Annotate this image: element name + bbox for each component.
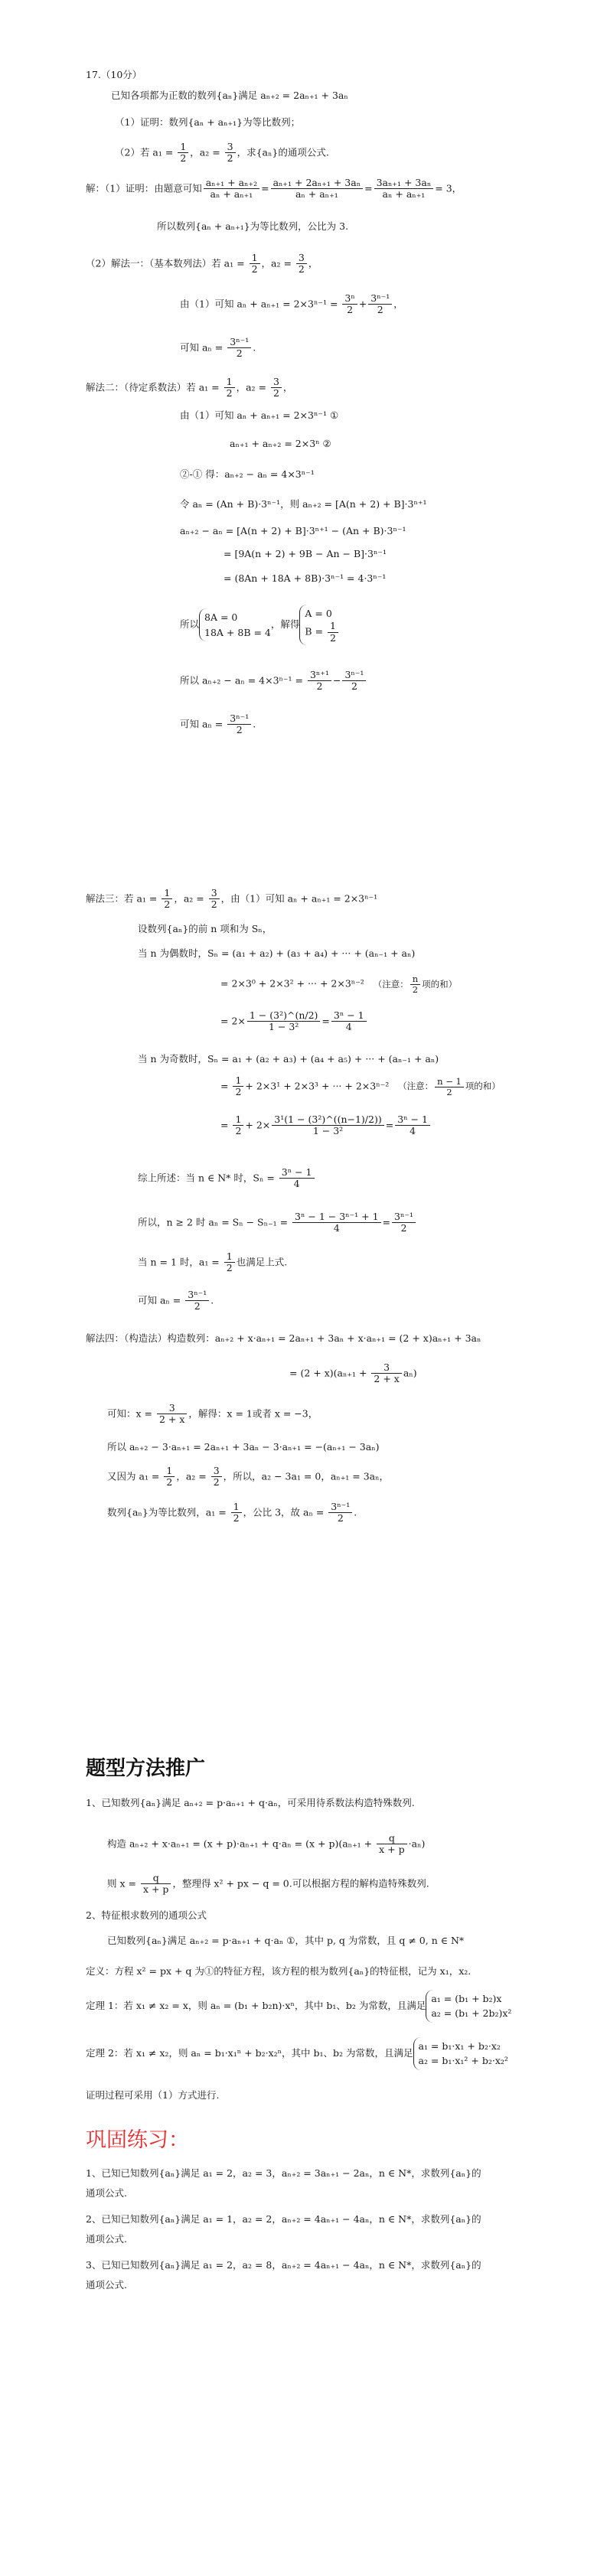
method3-sum: 综上所述：当 n ∈ N* 时，Sₙ = $\frac{\text{3ⁿ − 1}}{4}$	[138, 1167, 316, 1190]
method4-line3: 可知：x = $\frac{3}{2 + x}$ ，解得：x = 1或者 x = −3，	[107, 1402, 318, 1426]
gen-then: 则 x = $\frac{q}{x + p}$ ，整理得 x² + px − q = 0.可以根据方程的解构造特殊数列.	[107, 1872, 429, 1896]
method3-n1: 当 n = 1 时，a₁ = $\frac{1}{2}$ 也满足上式.	[138, 1251, 288, 1274]
practice-item1: 1、已知已知数列{aₙ}满足 a₁ = 2，a₂ = 3，aₙ₊₂ = 3aₙ₊₁ − 2aₙ，n ∈ N*，求数列{aₙ}的	[86, 2167, 481, 2179]
practice-item1-cont: 通项公式.	[86, 2187, 127, 2199]
fraction: $\frac{1}{2}$	[178, 142, 188, 165]
method2-eq1: 由（1）可知 aₙ + aₙ₊₁ = 2×3ⁿ⁻¹ ①	[180, 409, 339, 421]
gen-construct: 构造 aₙ₊₂ + x·aₙ₊₁ = (x + p)·aₙ₊₁ + q·aₙ = (x + p)(aₙ₊₁ + $\frac{q}{x + p}$ ·aₙ)	[107, 1832, 426, 1856]
method3-even2: = 2×3⁰ + 2×3² + ··· + 2×3ⁿ⁻² （注意： $\frac{n}{2}$ 项的和）	[220, 973, 458, 996]
method1-title: （2）解法一：（基本数列法）若 a₁ = $\frac{1}{2}$ ，a₂ = $\frac{3}{2}$ ，	[86, 252, 318, 276]
gen-item2-a: 已知数列{aₙ}满足 aₙ₊₂ = p·aₙ₊₁ + q·aₙ ①，其中 p, q 为常数，且 q ≠ 0, n ∈ N*	[107, 1935, 465, 1946]
gen-theorem1: 定理 1：若 x₁ ≠ x₂ = x，则 aₙ = (b₁ + b₂n)·xⁿ，其中 b₁、b₂ 为常数，且满足 a₁ = (b₁ + b₂)x a₂ = (b₁ + 2b₂)x²	[86, 1990, 511, 2023]
problem-part1: （1）证明：数列{aₙ + aₙ₊₁}为等比数列；	[115, 116, 301, 128]
practice-item2-cont: 通项公式.	[86, 2233, 127, 2245]
method4-line6: 数列{aₙ}为等比数列，a₁ = $\frac{1}{2}$ ，公比 3，故 aₙ = $\frac{\text{3ⁿ⁻¹}}{2}$ .	[107, 1501, 357, 1524]
problem-stem: 已知各项都为正数的数列{aₙ}满足 aₙ₊₂ = 2aₙ₊₁ + 3aₙ	[111, 90, 348, 101]
method2-diff3: = (8An + 18A + 8B)·3ⁿ⁻¹ = 4·3ⁿ⁻¹	[224, 572, 387, 584]
method4-line1: 解法四：（构造法）构造数列：aₙ₊₂ + x·aₙ₊₁ = 2aₙ₊₁ + 3aₙ + x·aₙ₊₁ = (2 + x)aₙ₊₁ + 3aₙ	[86, 1332, 481, 1344]
method2-title: 解法二：（待定系数法）若 a₁ = $\frac{1}{2}$ ，a₂ = $\frac{3}{2}$ ，	[86, 376, 293, 399]
method4-line5: 又因为 a₁ = $\frac{1}{2}$ ，a₂ = $\frac{3}{2}$ ，所以，a₂ − 3a₁ = 0，aₙ₊₁ = 3aₙ，	[107, 1465, 390, 1489]
practice-heading: 巩固练习：	[86, 2128, 189, 2152]
method2-diff1: aₙ₊₂ − aₙ = [A(n + 2) + B]·3ⁿ⁺¹ − (An + B)·3ⁿ⁻¹	[180, 525, 406, 536]
method3-even: 当 n 为偶数时，Sₙ = (a₁ + a₂) + (a₃ + a₄) + ··· + (aₙ₋₁ + aₙ)	[138, 947, 416, 959]
method4-line4: 所以 aₙ₊₂ − 3·aₙ₊₁ = 2aₙ₊₁ + 3aₙ − 3·aₙ₊₁ = −(aₙ₊₁ − 3aₙ)	[107, 1441, 380, 1453]
method3-odd2: = $\frac{1}{2}$ + 2×3¹ + 2×3³ + ··· + 2×3ⁿ⁻² （注意： $\frac{n - 1}{2}$ 项的和）	[220, 1074, 501, 1098]
method1-line2: 由（1）可知 aₙ + aₙ₊₁ = 2×3ⁿ⁻¹ = $\frac{\text{3ⁿ}}{2}$ + $\frac{\text{3ⁿ⁻¹}}{2}$ ，	[180, 292, 403, 316]
gen-theorem2: 定理 2：若 x₁ ≠ x₂，则 aₙ = b₁·x₁ⁿ + b₂·x₂ⁿ，其中 b₁、b₂ 为常数，且满足 a₁ = b₁·x₁ + b₂·x₂ a₂ = b₁·x₁² + b₂·x₂²	[86, 2037, 508, 2070]
method3-set: 设数列{aₙ}的前 n 项和为 Sₙ，	[138, 923, 272, 934]
generalization-heading: 题型方法推广	[86, 1757, 206, 1780]
method3-n2: 所以，n ≥ 2 时 aₙ = Sₙ − Sₙ₋₁ = $\frac{\text{3ⁿ − 1 − 3ⁿ⁻¹ + 1}}{4}$ = $\frac{\text{3ⁿ⁻¹}}{2}$	[138, 1211, 417, 1234]
method2-eq2: aₙ₊₁ + aₙ₊₂ = 2×3ⁿ ②	[230, 438, 331, 449]
practice-item2: 2、已知已知数列{aₙ}满足 a₁ = 1，a₂ = 2，aₙ₊₂ = 4aₙ₊₁ − 4aₙ，n ∈ N*，求数列{aₙ}的	[86, 2213, 481, 2225]
method1-result: 可知 aₙ = $\frac{\text{3ⁿ⁻¹}}{2}$ .	[180, 336, 256, 360]
gen-proof: 证明过程可采用（1）方式进行.	[86, 2089, 220, 2101]
gen-item2-b: 定义：方程 x² = px + q 为①的特征方程，该方程的根为数列{aₙ}的特征根，记为 x₁，x₂.	[86, 1965, 472, 1977]
method2-eq3: ②-① 得：aₙ₊₂ − aₙ = 4×3ⁿ⁻¹	[180, 468, 315, 480]
method3-odd3: = $\frac{1}{2}$ + 2× $\frac{\text{3¹(1 − (3²)\textasciicircum{}((n−1)/2))}}{\text{1 − 3²}}$ = $\frac{\text{3ⁿ − 1}}{4}$	[220, 1114, 432, 1137]
practice-item3: 3、已知已知数列{aₙ}满足 a₁ = 2，a₂ = 8，aₙ₊₂ = 4aₙ₊₁ − 4aₙ，n ∈ N*，求数列{aₙ}的	[86, 2259, 481, 2271]
method3-even3: = 2× $\frac{\text{1 − (3²)\textasciicircum{}(n/2)}}{\text{1 − 3²}}$ = $\frac{\text{3ⁿ − 1}}{4}$	[220, 1010, 368, 1033]
gen-item2: 2、特征根求数列的通项公式	[86, 1909, 207, 1921]
method2-res: 所以 aₙ₊₂ − aₙ = 4×3ⁿ⁻¹ = $\frac{\text{3ⁿ⁺¹}}{2}$ − $\frac{\text{3ⁿ⁻¹}}{2}$	[180, 670, 367, 693]
method2-system: 所以 8A = 0 18A + 8B = 4 ，解得 A = 0 B = $\frac{1}{2}$	[180, 605, 340, 645]
problem-part2: （2）若 a₁ = $\frac{1}{2}$ ，a₂ = $\frac{3}{2}$ ，求{aₙ}的通项公式.	[115, 141, 329, 165]
method2-result: 可知 aₙ = $\frac{\text{3ⁿ⁻¹}}{2}$ .	[180, 712, 256, 736]
method3-odd: 当 n 为奇数时，Sₙ = a₁ + (a₂ + a₃) + (a₄ + a₅) + ··· + (aₙ₋₁ + aₙ)	[138, 1053, 439, 1065]
fraction: $\frac{3}{2}$	[225, 142, 236, 165]
practice-item3-cont: 通项公式.	[86, 2279, 127, 2291]
method3-result: 可知 aₙ = $\frac{\text{3ⁿ⁻¹}}{2}$ .	[138, 1289, 214, 1312]
solution-step1-conclusion: 所以数列{aₙ + aₙ₊₁}为等比数列，公比为 3.	[157, 220, 349, 232]
method3-title: 解法三：若 a₁ = $\frac{1}{2}$ ，a₂ = $\frac{3}{2}$ ，由（1）可知 aₙ + aₙ₊₁ = 2×3ⁿ⁻¹	[86, 887, 378, 911]
solution-step1: 解：（1）证明：由题意可知 $\frac{\text{aₙ₊₁ + aₙ₊₂}}{\text{aₙ + aₙ₊₁}}$ = $\frac{\text{aₙ₊₁ + 2aₙ₊₁ + 3aₙ}}{\text{aₙ + aₙ₊₁}}$ = $\frac{\text{3aₙ₊₁ + 3aₙ}}{\text{aₙ + aₙ₊₁}}$ = 3，	[86, 177, 462, 201]
method4-line2: = (2 + x)(aₙ₊₁ + $\frac{3}{2 + x}$ aₙ)	[289, 1361, 417, 1385]
method2-let: 令 aₙ = (An + B)·3ⁿ⁻¹，则 aₙ₊₂ = [A(n + 2) + B]·3ⁿ⁺¹	[180, 498, 427, 510]
method2-diff2: = [9A(n + 2) + 9B − An − B]·3ⁿ⁻¹	[224, 548, 387, 559]
gen-item1: 1、已知数列{aₙ}满足 aₙ₊₂ = p·aₙ₊₁ + q·aₙ，可采用待系数法构造特殊数列.	[86, 1797, 415, 1808]
problem-header: 17.（10分）	[86, 69, 142, 80]
